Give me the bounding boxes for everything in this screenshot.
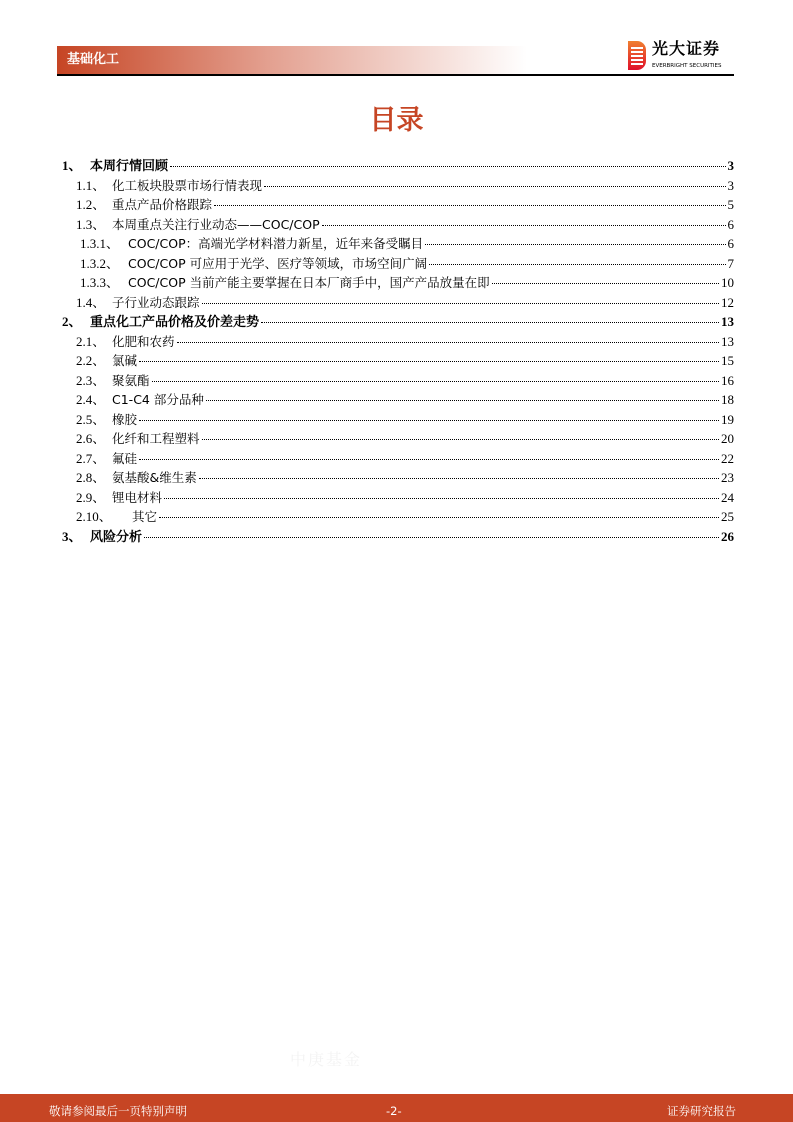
section-label: 基础化工: [67, 52, 120, 67]
toc-number: 1.3、: [76, 216, 106, 232]
toc-number: 1.1、: [76, 177, 106, 193]
logo-icon: [628, 41, 646, 70]
dot-leader: [152, 381, 719, 382]
toc-entry[interactable]: [62, 411, 734, 431]
page-number: -2-: [386, 1104, 402, 1118]
toc-label: COC/COP 可应用于光学、医疗等领域，市场空间广阔: [128, 255, 428, 271]
dot-leader: [139, 361, 719, 362]
footer: [0, 1094, 793, 1122]
toc-number: 2.7、: [76, 450, 106, 466]
table-of-contents: [62, 157, 734, 547]
toc-page: 25: [721, 509, 734, 524]
toc-number: 1.3.3、: [80, 275, 120, 290]
toc-label: 氨基酸&维生素: [112, 470, 197, 485]
toc-entry[interactable]: [62, 528, 734, 548]
toc-page: 16: [721, 372, 734, 388]
toc-entry[interactable]: [62, 450, 734, 470]
dot-leader: [264, 186, 725, 187]
toc-page: 12: [721, 294, 734, 310]
logo-text: 光大证券: [652, 39, 721, 58]
toc-entry[interactable]: [62, 177, 734, 197]
toc-number: 2.8、: [76, 470, 106, 485]
watermark: 中庚基金: [290, 1050, 363, 1069]
toc-number: 2.9、: [76, 489, 106, 505]
toc-label: 子行业动态跟踪: [112, 294, 200, 310]
toc-page: 13: [721, 333, 734, 349]
toc-page: 24: [721, 489, 734, 505]
toc-entry[interactable]: [62, 469, 734, 489]
toc-label: 化工板块股票市场行情表现: [112, 177, 263, 193]
logo-subtext: EVERBRIGHT SECURITIES: [652, 63, 722, 69]
toc-page: 26: [721, 528, 734, 544]
toc-label: COC/COP：高端光学材料潜力新星，近年来备受瞩目: [128, 236, 424, 251]
brand-logo: [628, 40, 734, 72]
toc-number: 2.3、: [76, 372, 106, 388]
toc-page: 3: [727, 158, 734, 173]
toc-entry[interactable]: [62, 196, 734, 216]
toc-number: 2.2、: [76, 353, 106, 368]
toc-page: 18: [721, 392, 734, 407]
dot-leader: [492, 283, 719, 284]
toc-page: 6: [727, 236, 734, 251]
toc-page: 13: [721, 314, 734, 329]
toc-entry[interactable]: [62, 216, 734, 236]
toc-entry[interactable]: [62, 508, 734, 528]
toc-entry[interactable]: [62, 274, 734, 294]
header-divider: [57, 74, 734, 76]
toc-number: 1、: [62, 158, 82, 173]
toc-entry[interactable]: [62, 352, 734, 372]
dot-leader: [139, 459, 719, 460]
dot-leader: [144, 537, 719, 538]
dot-leader: [429, 264, 725, 265]
toc-entry[interactable]: [62, 430, 734, 450]
dot-leader: [425, 244, 725, 245]
toc-number: 1.4、: [76, 294, 106, 310]
toc-entry[interactable]: [62, 372, 734, 392]
toc-number: 2.1、: [76, 333, 106, 349]
toc-page: 22: [721, 450, 734, 466]
toc-page: 7: [727, 255, 734, 271]
toc-label: 其它: [132, 509, 158, 524]
toc-page: 20: [721, 431, 734, 446]
toc-number: 2.5、: [76, 411, 106, 427]
toc-label: 重点化工产品价格及价差走势: [90, 315, 260, 330]
dot-leader: [177, 342, 719, 343]
toc-label: 化纤和工程塑料: [112, 431, 200, 446]
toc-number: 3、: [62, 528, 82, 544]
toc-label: 本周重点关注行业动态——COC/COP: [112, 216, 320, 232]
toc-number: 2.10、: [76, 509, 112, 524]
dot-leader: [214, 205, 725, 206]
toc-entry[interactable]: [62, 235, 734, 255]
toc-entry[interactable]: [62, 489, 734, 509]
toc-entry[interactable]: [62, 157, 734, 177]
toc-label: C1-C4 部分品种: [112, 392, 204, 407]
toc-label: 本周行情回顾: [90, 159, 169, 174]
toc-number: 1.2、: [76, 197, 106, 212]
toc-label: 氯碱: [112, 353, 138, 368]
footer-disclaimer: 敬请参阅最后一页特别声明: [49, 1104, 187, 1118]
dot-leader: [139, 420, 719, 421]
toc-page: 5: [727, 197, 734, 212]
toc-label: 化肥和农药: [112, 333, 175, 349]
toc-page: 10: [721, 275, 734, 290]
header-band: [57, 46, 527, 74]
toc-label: 氟硅: [112, 450, 138, 466]
dot-leader: [170, 166, 725, 167]
toc-number: 2.6、: [76, 431, 106, 446]
dot-leader: [164, 498, 719, 499]
toc-label: 锂电材料: [112, 489, 163, 505]
toc-entry[interactable]: [62, 391, 734, 411]
page-title: 目录: [369, 105, 424, 136]
toc-label: 聚氨酯: [112, 372, 150, 388]
toc-entry[interactable]: [62, 333, 734, 353]
dot-leader: [206, 400, 719, 401]
toc-number: 1.3.1、: [80, 236, 120, 251]
toc-label: COC/COP 当前产能主要掌握在日本厂商手中，国产产品放量在即: [128, 275, 490, 290]
dot-leader: [322, 225, 726, 226]
footer-report-type: 证券研究报告: [667, 1104, 736, 1118]
toc-page: 19: [721, 411, 734, 427]
dot-leader: [199, 478, 719, 479]
toc-number: 2、: [62, 314, 82, 329]
dot-leader: [202, 439, 719, 440]
toc-entry[interactable]: [62, 313, 734, 333]
toc-page: 6: [727, 216, 734, 232]
toc-number: 1.3.2、: [80, 255, 120, 271]
toc-page: 3: [727, 177, 734, 193]
dot-leader: [159, 517, 719, 518]
toc-entry[interactable]: [62, 294, 734, 314]
toc-number: 2.4、: [76, 392, 106, 407]
toc-page: 23: [721, 470, 734, 485]
toc-label: 重点产品价格跟踪: [112, 197, 213, 212]
toc-page: 15: [721, 353, 734, 368]
dot-leader: [261, 322, 719, 323]
toc-entry[interactable]: [62, 255, 734, 275]
toc-label: 橡胶: [112, 411, 138, 427]
toc-label: 风险分析: [90, 529, 143, 545]
dot-leader: [202, 303, 719, 304]
